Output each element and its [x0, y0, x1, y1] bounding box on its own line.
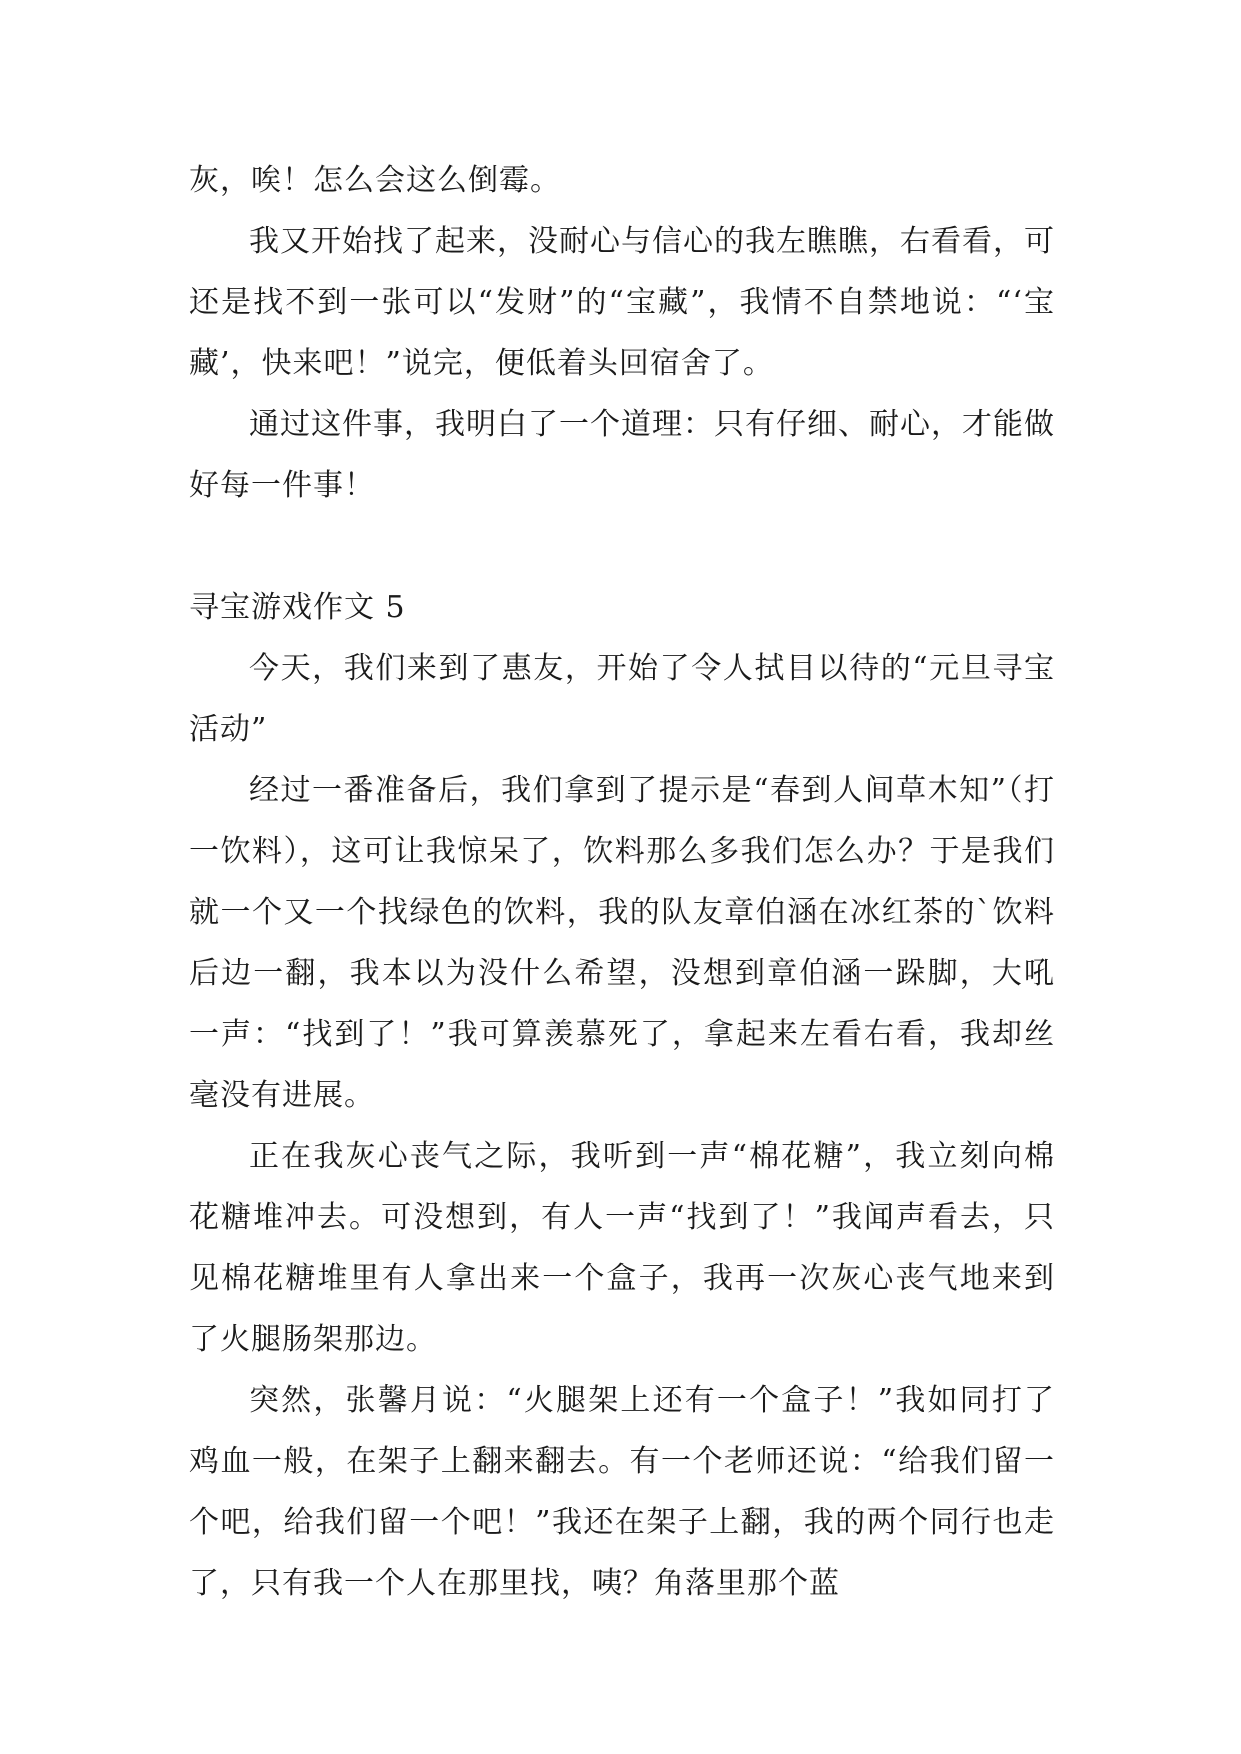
paragraph: 我又开始找了起来，没耐心与信心的我左瞧瞧，右看看，可还是找不到一张可以“发财”的“宝藏”，我情不自禁地说：“‘宝藏’，快来吧！”说完，便低着头回宿舍了。 [189, 224, 1055, 381]
paragraph: 正在我灰心丧气之际，我听到一声“棉花糖”，我立刻向棉花糖堆冲去。可没想到，有人一声“找到了！”我闻声看去，只见棉花糖堆里有人拿出来一个盒子，我再一次灰心丧气地来到了火腿肠架那边。 [189, 1139, 1055, 1357]
paragraph: 今天，我们来到了惠友，开始了令人拭目以待的“元旦寻宝活动” [189, 651, 1055, 747]
paragraph-continued: 灰，唉！怎么会这么倒霉。 [189, 163, 561, 198]
section-gap [189, 516, 1055, 577]
paragraph: 通过这件事，我明白了一个道理：只有仔细、耐心，才能做好每一件事！ [189, 407, 1055, 503]
paragraph: 突然，张馨月说：“火腿架上还有一个盒子！”我如同打了鸡血一般，在架子上翻来翻去。有一个老师还说：“给我们留一个吧，给我们留一个吧！”我还在架子上翻，我的两个同行也走了，只有我一个人在那里找，咦？角落里那个蓝 [189, 1383, 1055, 1601]
section-title: 寻宝游戏作文 5 [189, 590, 406, 625]
document-page [189, 150, 1055, 1614]
paragraph: 经过一番准备后，我们拿到了提示是“春到人间草木知”（打一饮料），这可让我惊呆了，饮料那么多我们怎么办？于是我们就一个又一个找绿色的饮料，我的队友章伯涵在冰红茶的`饮料后边一翻，我本以为没什么希望，没想到章伯涵一跺脚，大吼一声：“找到了！”我可算羡慕死了，拿起来左看右看，我却丝毫没有进展。 [189, 773, 1055, 1113]
